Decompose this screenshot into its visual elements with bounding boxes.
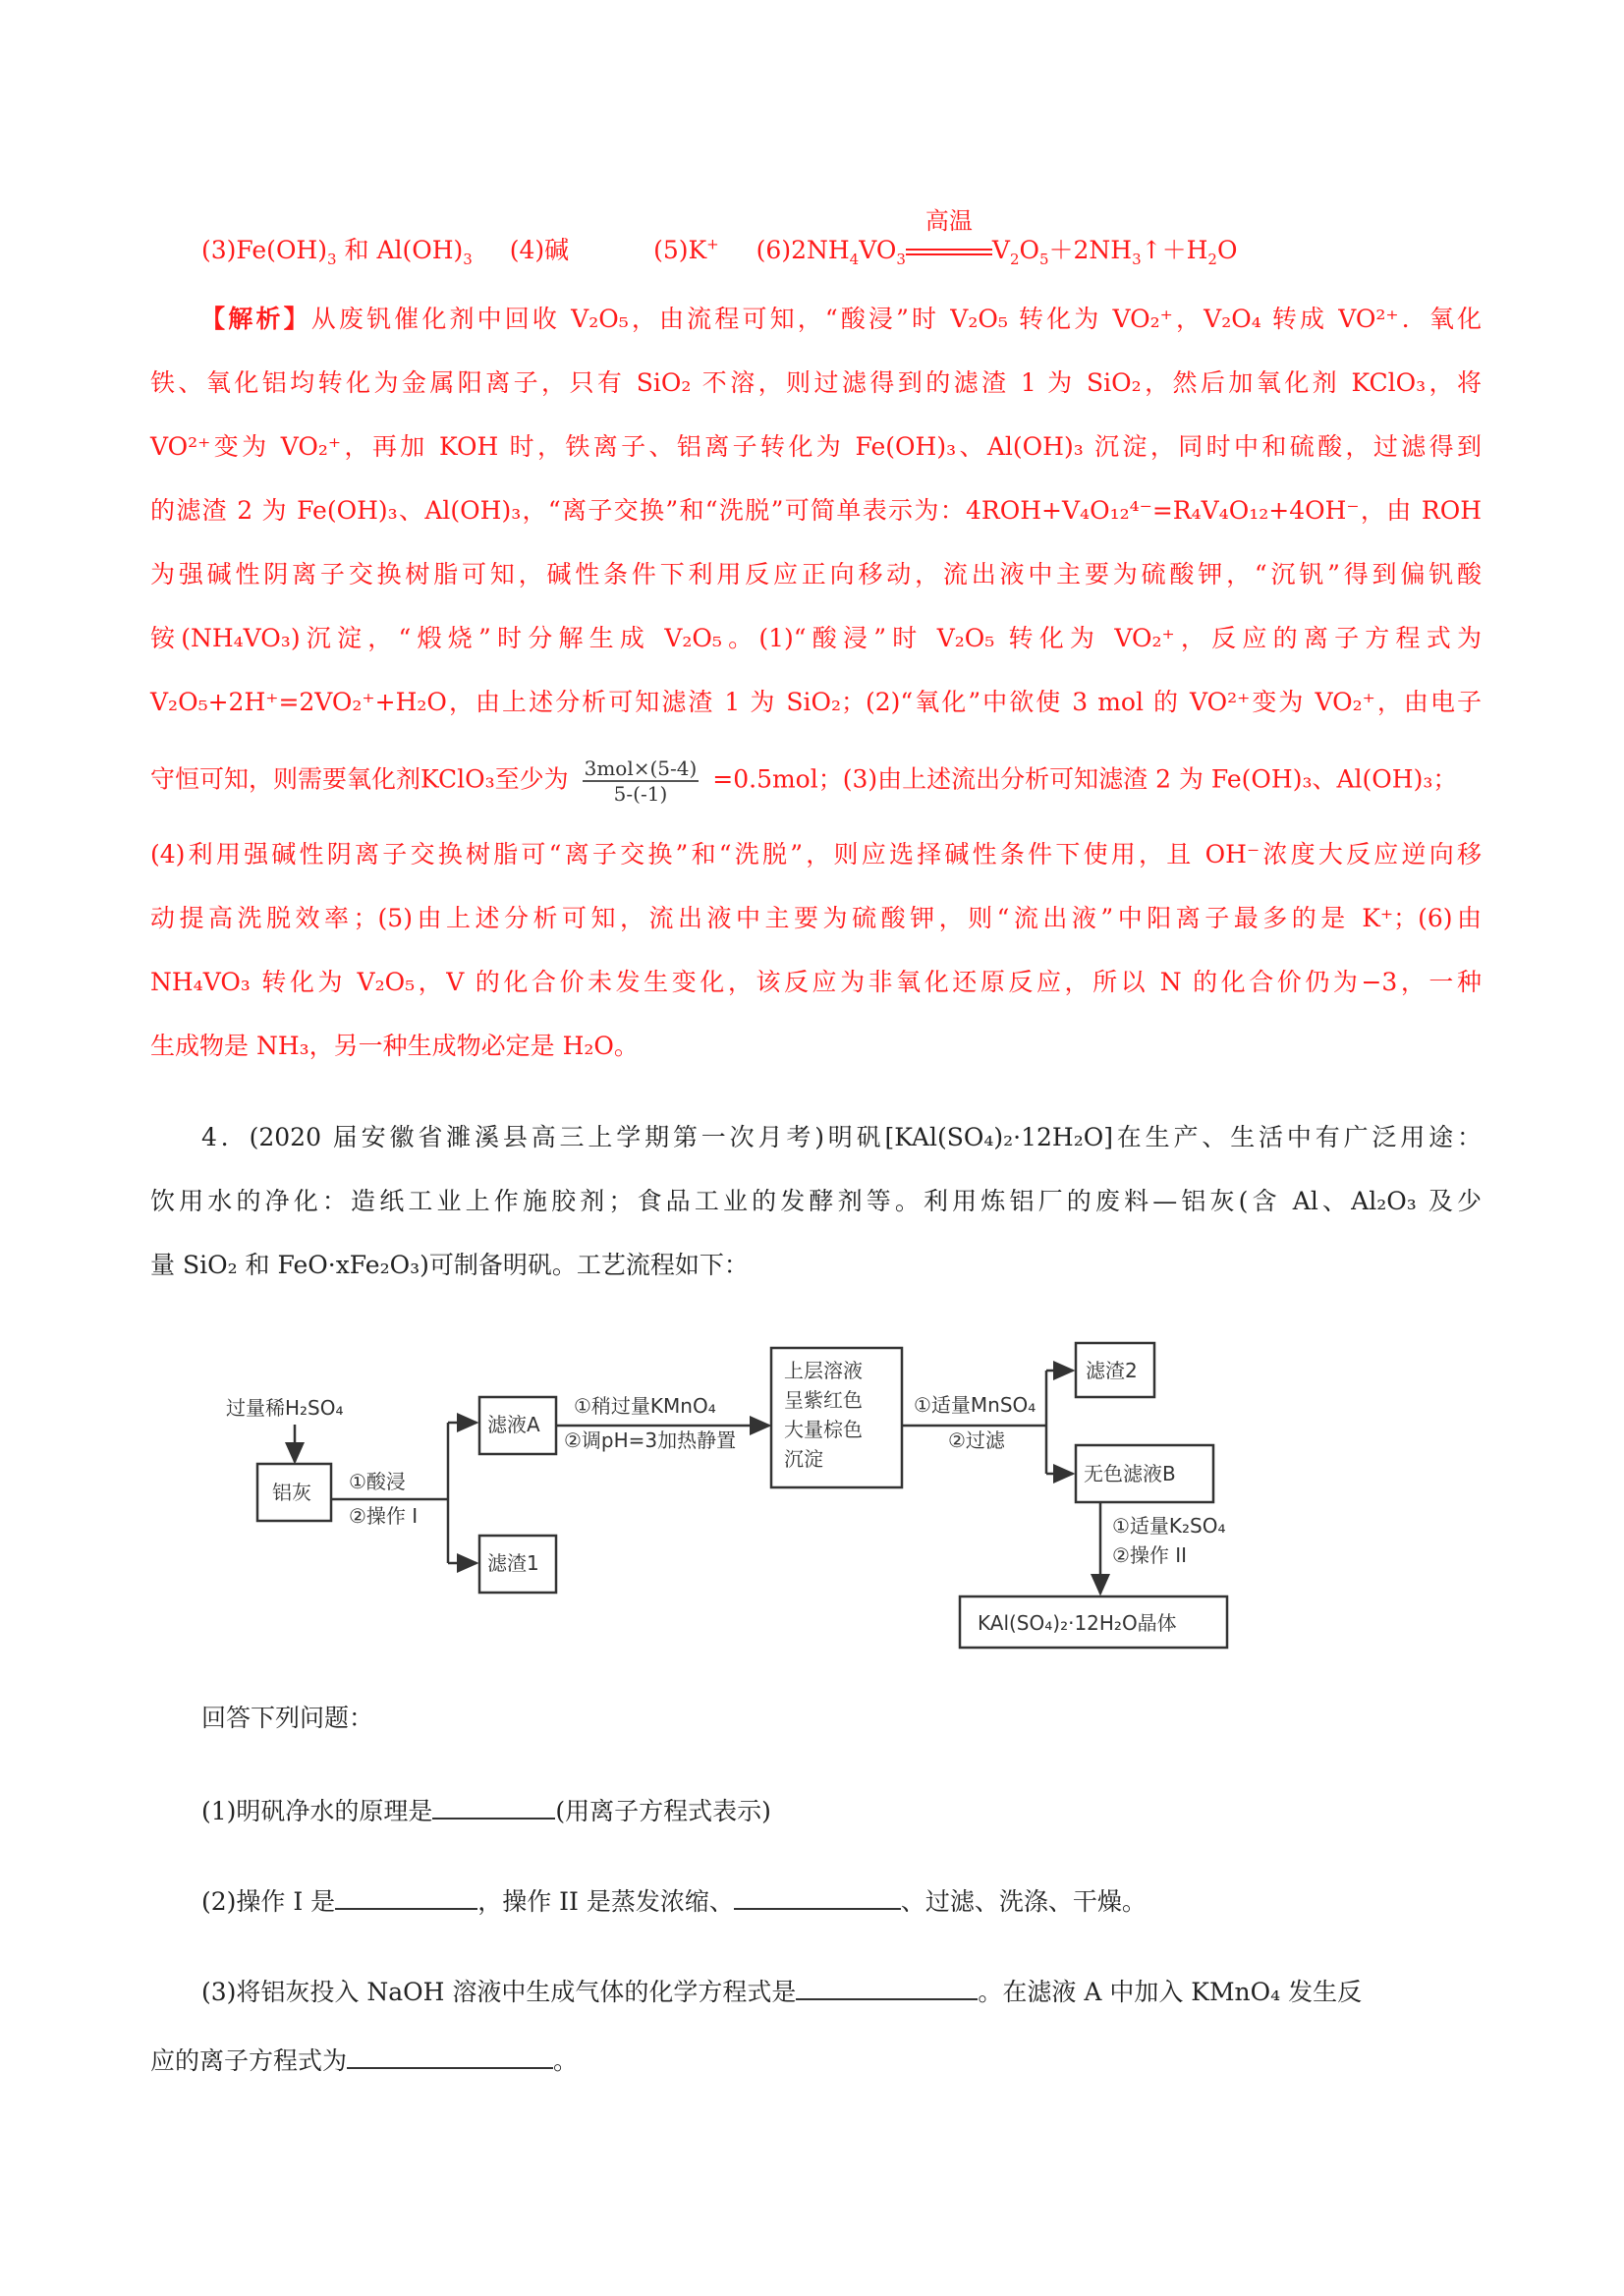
analysis-line-2: 铁、氧化铝均转化为金属阳离子，只有 SiO₂ 不溶，则过滤得到的滤渣 1 为 SiO₂，然后加氧化剂 KClO₃，将 — [150, 368, 1482, 397]
flow-box-residue-2: 滤渣2 — [1086, 1359, 1138, 1382]
flow-reagent-label: 过量稀H₂SO₄ — [226, 1396, 344, 1420]
reaction-condition: 高温 — [906, 234, 992, 267]
answer-4: (4)碱 — [509, 236, 570, 264]
flow-box-residue-1: 滤渣1 — [487, 1551, 539, 1575]
q2-operation1-blank[interactable] — [335, 1884, 477, 1910]
answer-5: (5)K+ — [653, 235, 719, 264]
analysis-line-5: 为强碱性阴离子交换树脂可知，碱性条件下利用反应正向移动，流出液中主要为硫酸钾，“沉钒”得到偏钒酸 — [150, 560, 1482, 588]
flow-box-mid-line-3: 大量棕色 — [784, 1418, 863, 1441]
question-3-line-1: (3)将铝灰投入 NaOH 溶液中生成气体的化学方程式是 。在滤液 A 中加入 KMnO₄ 发生反 — [201, 1975, 1362, 2009]
analysis-line-9: (4)利用强碱性阴离子交换树脂可“离子交换”和“洗脱”，则应选择碱性条件下使用，且 OH⁻浓度大反应逆向移 — [150, 840, 1482, 868]
analysis-line-10: 动提高洗脱效率；(5)由上述分析可知，流出液中主要为硫酸钾，则“流出液”中阳离子最多的是 K⁺；(6)由 — [150, 904, 1482, 932]
question4-line-3: 量 SiO₂ 和 FeO·xFe₂O₃)可制备明矾。工艺流程如下： — [150, 1251, 749, 1279]
flow-step4-a: ①适量K₂SO₄ — [1112, 1514, 1226, 1538]
flow-box-product: KAl(SO₄)₂·12H₂O晶体 — [978, 1611, 1177, 1635]
flow-box-ash: 铝灰 — [272, 1481, 311, 1504]
analysis-line-12: 生成物是 NH₃，另一种生成物必定是 H₂O。 — [150, 1032, 639, 1060]
question-2: (2)操作 I 是 ，操作 II 是蒸发浓缩、 、过滤、洗涤、干燥。 — [201, 1884, 1147, 1919]
flow-box-mid-line-4: 沉淀 — [784, 1447, 823, 1471]
flow-step1-a: ①酸浸 — [349, 1470, 406, 1493]
flow-box-mid-line-1: 上层溶液 — [784, 1359, 863, 1382]
analysis-line-6: 铵(NH₄VO₃)沉淀，“煅烧”时分解生成 V₂O₅。(1)“酸浸”时 V₂O₅ 转化为 VO₂⁺，反应的离子方程式为 — [150, 624, 1482, 652]
flow-step1-b: ②操作 I — [349, 1504, 419, 1528]
flow-step3-a: ①适量MnSO₄ — [914, 1393, 1036, 1417]
flow-box-filtrate-a: 滤液A — [487, 1413, 540, 1436]
analysis-label: 【解析】 — [197, 305, 311, 333]
answers-line — [201, 207, 1238, 268]
q3-ionic-equation-blank[interactable] — [347, 2044, 553, 2069]
analysis-line-3: VO²⁺变为 VO₂⁺，再加 KOH 时，铁离子、铝离子转化为 Fe(OH)₃、Al(OH)₃ 沉淀，同时中和硫酸，过滤得到 — [150, 432, 1482, 461]
q3-gas-equation-blank[interactable] — [796, 1975, 978, 2000]
process-flow-diagram — [216, 1336, 1316, 1651]
answer-prompt: 回答下列问题： — [201, 1704, 374, 1732]
analysis-line-8: 守恒可知，则需要氧化剂KClO₃至少为 $\frac{\text{3mol×(5-4)}}{5-(-1)}$ =0.5mol；(3)由上述流出分析可知滤渣 2 为 Fe(OH)₃、Al(OH)₃； — [150, 756, 1458, 806]
flow-box-mid-line-2: 呈紫红色 — [784, 1388, 863, 1412]
analysis-line-7: V₂O₅+2H⁺=2VO₂⁺+H₂O，由上述分析可知滤渣 1 为 SiO₂；(2)“氧化”中欲使 3 mol 的 VO²⁺变为 VO₂⁺，由电子 — [150, 688, 1482, 716]
question4-line-2: 饮用水的净化：造纸工业上作施胶剂；食品工业的发酵剂等。利用炼铝厂的废料—铝灰(含 Al、Al₂O₃ 及少 — [150, 1187, 1482, 1215]
flow-step3-b: ②过滤 — [948, 1428, 1005, 1452]
answer-6-equation: $(6)2NH_4VO_3$ 高温 $V_2O_5+2NH_3↑+H_2O$ — [756, 207, 1238, 268]
electron-fraction: $\frac{\text{3mol×(5-4)}}{5-(-1)}$ — [584, 756, 698, 806]
flow-box-filtrate-b: 无色滤液B — [1084, 1462, 1176, 1485]
question-3-line-2: 应的离子方程式为 。 — [150, 2044, 578, 2078]
flow-step4-b: ②操作 II — [1112, 1543, 1188, 1567]
question-1: (1)明矾净水的原理是 (用离子方程式表示) — [201, 1794, 771, 1828]
analysis-line-11: NH₄VO₃ 转化为 V₂O₅，V 的化合价未发生变化，该反应为非氧化还原反应，所以 N 的化合价仍为−3，一种 — [150, 968, 1482, 996]
analysis-line-4: 的滤渣 2 为 Fe(OH)₃、Al(OH)₃，“离子交换”和“洗脱”可简单表示为：4ROH+V₄O₁₂⁴⁻=R₄V₄O₁₂+4OH⁻，由 ROH — [150, 496, 1482, 525]
answer-3: $(3)Fe(OH)_3$ 和 $Al(OH)_3$ — [201, 236, 473, 268]
q1-answer-blank[interactable] — [432, 1794, 555, 1820]
analysis-line-1: 【解析】从废钒催化剂中回收 V₂O₅，由流程可知，“酸浸”时 V₂O₅ 转化为 VO₂⁺，V₂O₄ 转成 VO²⁺．氧化 — [197, 305, 1482, 333]
flow-step2-b: ②调pH=3加热静置 — [564, 1428, 737, 1452]
question4-line-1: 4．(2020 届安徽省濉溪县高三上学期第一次月考)明矾[KAl(SO₄)₂·12H₂O]在生产、生活中有广泛用途： — [201, 1123, 1482, 1151]
flow-step2-a: ①稍过量KMnO₄ — [574, 1394, 716, 1418]
q2-operation2-blank[interactable] — [734, 1884, 901, 1910]
